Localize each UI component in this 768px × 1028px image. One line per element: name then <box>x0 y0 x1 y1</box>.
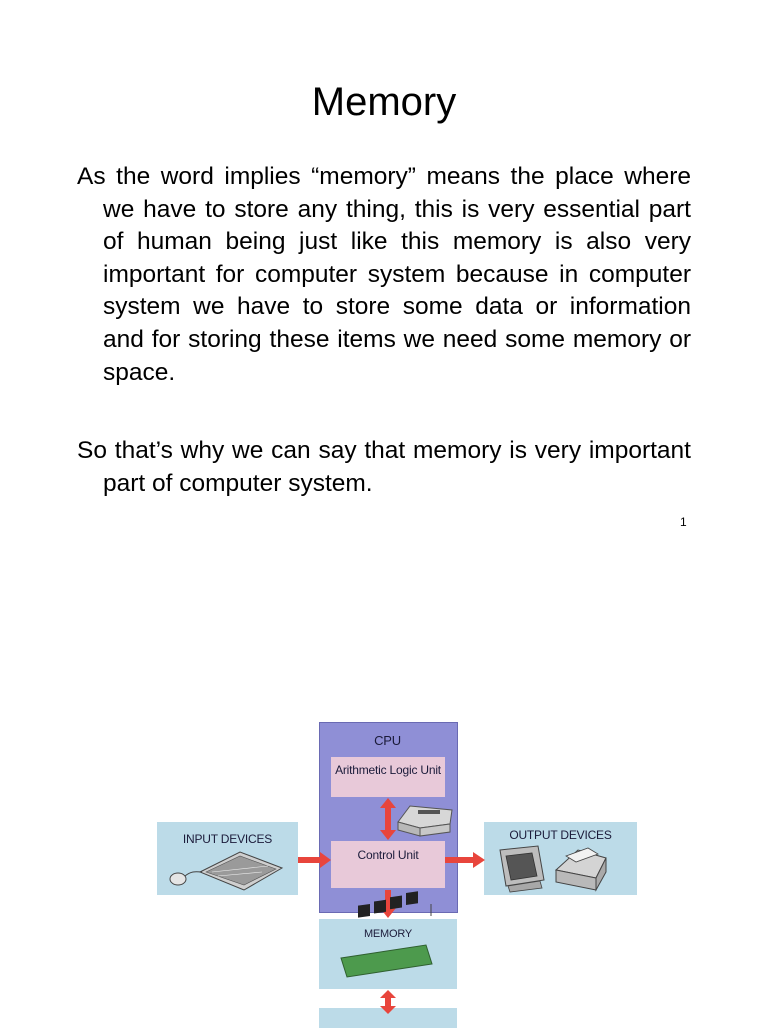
mouse-icon <box>170 872 202 885</box>
alu-control-arrow <box>380 798 396 840</box>
paragraph-definition: As the word implies “memory” means the place where we have to store any thing, this is very essential part of human being just like this memory is also very important for computer system because in computer system we have to store some data or information and for storing these items we need some memory or space. <box>77 163 691 386</box>
alu-label: Arithmetic Logic Unit <box>335 763 441 777</box>
input-control-arrow <box>298 852 331 868</box>
cpu-label: CPU <box>374 733 401 748</box>
page-number: 1 <box>680 515 687 529</box>
control-output-arrow <box>445 852 485 868</box>
paragraph-conclusion: So that’s why we can say that memory is very important part of computer system. <box>77 437 691 497</box>
input-devices-label: INPUT DEVICES <box>182 832 273 846</box>
control-unit-label: Control Unit <box>357 848 419 862</box>
printer-icon <box>556 848 606 890</box>
keyboard-icon <box>200 852 282 890</box>
slide-title: Memory <box>311 80 457 124</box>
computer-architecture-diagram <box>0 700 768 1024</box>
monitor-icon <box>500 846 544 892</box>
printer-icon <box>398 806 452 836</box>
memory-storage-arrow <box>380 990 396 1014</box>
memory-label: MEMORY <box>363 928 413 940</box>
output-devices-label: OUTPUT DEVICES <box>509 828 612 842</box>
diagram-graphics <box>0 700 768 1024</box>
